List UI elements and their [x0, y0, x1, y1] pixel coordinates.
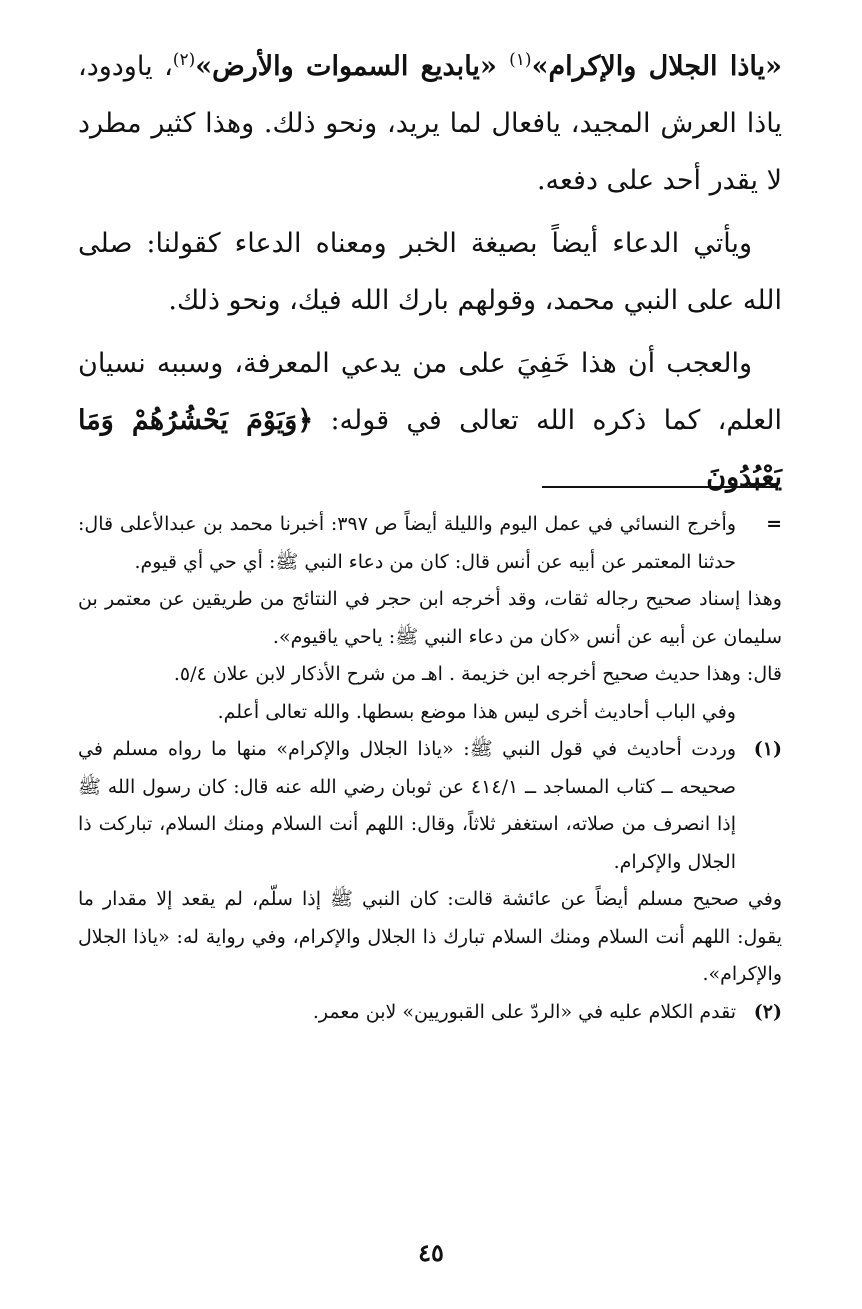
main-paragraph-3 [78, 335, 782, 506]
footnote-1-continued [78, 881, 782, 994]
footnote-continuation-more [78, 581, 782, 731]
main-text [78, 38, 782, 512]
main-paragraph-1 [78, 38, 782, 209]
page-number: ٤٥ [418, 1238, 444, 1267]
footnote-1-marker: (١) [753, 738, 782, 760]
continuation-marker: = [766, 513, 782, 535]
footnote-2-paragraph: تقدم الكلام عليه في «الردّ على القبوريين» لابن معمر. [312, 1000, 736, 1023]
bold-phrase-1: «ياذا الجلال والإكرام» [531, 51, 782, 82]
continuation-line: قال: وهذا حديث صحيح أخرجه ابن خزيمة . اهـ من شرح الأذكار لابن علان ٥/٤. [173, 663, 782, 685]
footnotes [78, 506, 782, 1031]
paragraph-3-text: والعجب أن هذا خَفِيَ على من يدعي المعرفة، وسببه نسيان العلم، كما ذكره الله تعالى في قوله: [78, 348, 782, 436]
footnote-1-paragraph: وردت أحاديث في قول النبي ﷺ: «ياذا الجلال والإكرام» منها ما رواه مسلم في صحيحه ــ كتاب المساجد ــ ٤١٤/١ عن ثوبان رضي الله عنه قال: كان رسول الله ﷺ إذا انصرف من صلاته، استغفر ثلاثاً، وقال: اللهم أنت السلام ومنك السلام، تباركت ذا الجلال والإكرام. [78, 738, 736, 873]
footnote-1 [78, 731, 782, 881]
main-paragraph-2: ويأتي الدعاء أيضاً بصيغة الخبر ومعناه الدعاء كقولنا: صلى الله على النبي محمد، وقولهم بارك الله فيك، ونحو ذلك. [78, 228, 782, 316]
footnote-ref-1[interactable]: (١) [509, 50, 532, 70]
continuation-line: وهذا إسناد صحيح رجاله ثقات، وقد أخرجه ابن حجر في النتائج من طريقين عن معتمر بن سليمان عن أبيه عن أنس «كان من دعاء النبي ﷺ: ياحي ياقيوم». [78, 588, 782, 648]
bold-phrase-2: «يابديع السموات والأرض» [195, 51, 510, 82]
footnote-2 [78, 994, 782, 1032]
footnote-separator [542, 486, 778, 488]
continuation-line: وأخرج النسائي في عمل اليوم والليلة أيضاً ص ٣٩٧: أخبرنا محمد بن عبدالأعلى قال: حدثنا المعتمر عن أبيه عن أنس قال: كان من دعاء النبي ﷺ: أي حي أي قيوم. [78, 513, 736, 573]
footnote-2-marker: (٢) [753, 1000, 782, 1023]
paragraph-1-rest: ، ياودود، ياذا العرش المجيد، يافعال لما يريد، ونحو ذلك. وهذا كثير مطرد لا يقدر أحد على دفعه. [78, 51, 782, 196]
footnote-continuation [78, 506, 782, 581]
continuation-line: وفي الباب أحاديث أخرى ليس هذا موضع بسطها. والله تعالى أعلم. [217, 700, 736, 723]
footnote-ref-2[interactable]: (٢) [172, 50, 196, 70]
quran-verse: ﴿وَيَوْمَ يَحْشُرُهُمْ وَمَا يَعْبُدُونَ [78, 405, 782, 493]
footnote-1-paragraph: وفي صحيح مسلم أيضاً عن عائشة قالت: كان النبي ﷺ إذا سلّم، لم يقعد إلا مقدار ما يقول: اللهم أنت السلام ومنك السلام تبارك ذا الجلال والإكرام، وفي رواية له: «ياذا الجلال والإكرام». [78, 888, 782, 985]
